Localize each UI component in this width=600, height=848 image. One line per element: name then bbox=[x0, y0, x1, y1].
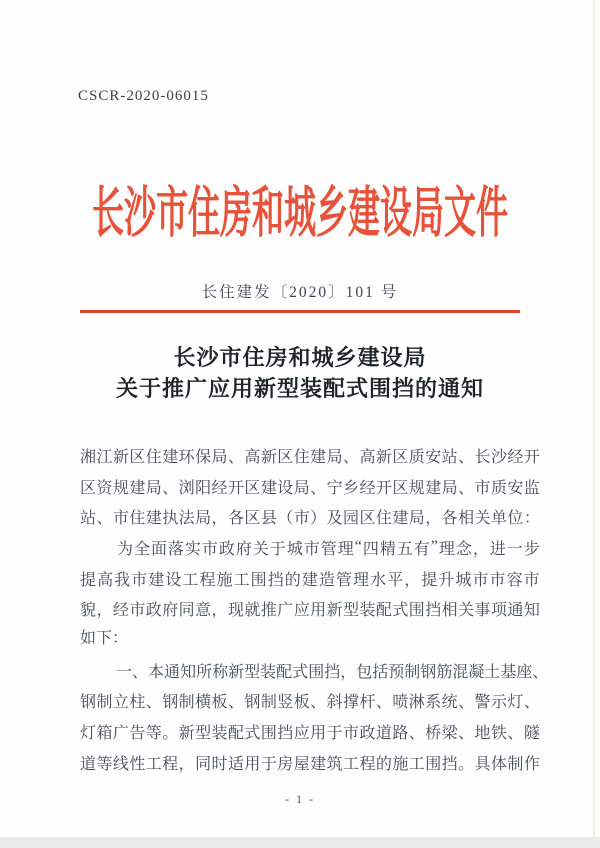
body-line: 一 、 本 通 知 所 称 新 型 装 配 式 围 挡 ， 包 括 预 制 钢 筋 混 凝 土 基 座 、 bbox=[116, 663, 549, 681]
scan-edge-bottom bbox=[0, 837, 600, 848]
body-line: 钢 制 立 柱 、 钢 制 横 板 、 钢 制 竖 板 、 斜 撑 杆 、 喷 淋 系 统 、 警 示 灯 、 bbox=[80, 694, 540, 712]
body-line: 灯 箱 广 告 等 。 新 型 装 配 式 围 挡 应 用 于 市 政 道 路 、 桥 梁 、 地 铁 、 隧 bbox=[80, 725, 540, 743]
page-number: - 1 - bbox=[285, 792, 315, 806]
red-header-banner bbox=[0, 180, 600, 244]
title-line-1: 长沙市住房和城乡建设局 bbox=[173, 345, 427, 370]
doc-number: 长住建发〔2020〕101 号 bbox=[201, 284, 399, 301]
doc-code: CSCR-2020-06015 bbox=[78, 88, 209, 104]
body-line: 如下： bbox=[80, 630, 129, 648]
red-divider-line bbox=[80, 310, 520, 313]
document-title bbox=[0, 342, 600, 404]
issuing-authority-title: 长沙市住房和城乡建设局文件 bbox=[91, 181, 508, 244]
body-line: 貌 ， 经 市 政 府 同 意 ， 现 就 推 广 应 用 新 型 装 配 式 围 挡 相 关 事 项 通 知 bbox=[80, 602, 540, 620]
body-line: 道 等 线 性 工 程 ， 同 时 适 用 于 房 屋 建 筑 工 程 的 施 工 围 挡 。 具 体 制 作 bbox=[80, 755, 540, 773]
body-line: 湘 江 新 区 住 建 环 保 局 、 高 新 区 住 建 局 、 高 新 区 质 安 站 、 长 沙 经 开 bbox=[80, 448, 540, 466]
body-line: 提 高 我 市 建 设 工 程 施 工 围 挡 的 建 造 管 理 水 平 ， 提 升 城 市 市 容 市 bbox=[80, 571, 540, 589]
scan-edge-right bbox=[593, 0, 595, 848]
title-line-2: 关于推广应用新型装配式围挡的通知 bbox=[115, 376, 484, 401]
body-line: 区 资 规 建 局 、 浏 阳 经 开 区 建 设 局 、 宁 乡 经 开 区 规 建 局 、 市 质 安 监 bbox=[80, 479, 540, 497]
document-body bbox=[80, 440, 549, 778]
body-line: 为 全 面 落 实 市 政 府 关 于 城 市 管 理 “ 四 精 五 有 ” 理 念 ， 进 一 步 bbox=[116, 538, 540, 558]
body-line: 站 、 市 住 建 执 法 局 ， 各 区 县 （ 市 ） 及 园 区 住 建 局 ， 各 相 关 单 位 ： bbox=[80, 510, 540, 528]
